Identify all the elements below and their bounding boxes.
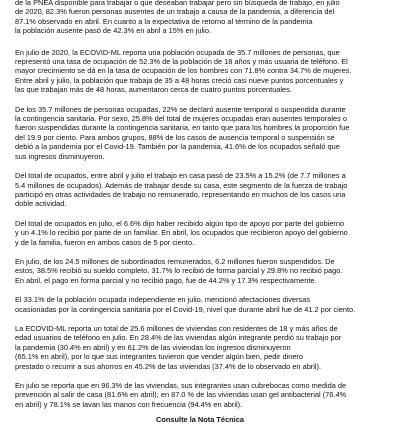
paragraph-pnea-availability: de la PNEA disponible para trabajar o que deseaban trabajar pero sin búsqueda de trabajo, en julio de 2020, 82.3% fueron personas ausentes de un trabajo a causa de la pandemia, a diferencia del 87.1% observado en abril. En cuanto a la expectativa de retorno al término de la pandemia la población ausente pasó de 42.3% en abril a 15% en julio.: [15, 0, 340, 36]
paragraph-employed-population: En julio de 2020, la ECOVID-ML reporta una población ocupada de 35.7 millones de personas, que representó una tasa de ocupación de 52.3% de la población de 18 años y más usuaria de teléfono. El mayor crecimiento se dá en la tasa de ocupación de los hombres con 71.8% contra 34.7% de mujeres. Entre abril y julio, la población que trabaja de 35 a 48 horas creció casi nueve puntos porcentuales y las que trabajan más de 48 horas, aumentaron cerca de cuatro puntos porcentuales.: [15, 47, 352, 95]
paragraph-support-received: Del total de ocupados en julio, el 6.6% dijo haber recibido algún tipo de apoyo por parte del gobierno y un 4.1% lo recibió por parte de un familiar. En abril, los ocupados que recibieron apoyo del gobierno y de la familia, fueron en ambos casos de 5 por ciento.: [15, 218, 348, 247]
paragraph-temporary-absence: De los 35.7 millones de personas ocupadas, 22% se declaró ausente temporal o suspendida durante la contingencia sanitaria. Por sexo, 25.8% del total de mujeres ocupadas eran ausentes temporales o fueron suspendidas durante la contingencia sanitaria, en tanto que para los hombres la proporción fue del 19.9 por ciento. Para ambos grupos, 88% de los casos de ausencia temporal o suspensión se debió a la pandemia por el Covid-19. También por la pandemia, 41.6% de los ocupados señaló que sus ingresos disminuyeron.: [15, 104, 350, 161]
paragraph-independent-workers: El 33.1% de la población ocupada independiente en julio, mencionó afectaciones diversas ocasionadas por la contingencia sanitaria por el Covid-19, nivel que durante abril fue de 41.2 por ciento.: [15, 295, 356, 314]
technical-note-reference: Consulte la Nota Técnica: [156, 415, 244, 425]
document-body: [15, 0, 385, 425]
paragraph-work-from-home: Del total de ocupados, entre abril y julio el trabajo en casa pasó de 23.5% a 15.2% (de 7.7 millones a 5.4 millones de ocupados). Además de trabajar desde su casa, este segmento de la fuerza de trabajo participó en otras actividades de trabajo no remunerado, representando en muchos de los casos una doble actividad.: [15, 171, 348, 209]
paragraph-households: La ECOVID-ML reporta un total de 25.6 millones de viviendas con residentes de 18 y más años de edad usuarios de teléfono en julio. En 28.4% de las viviendas algún integrante perdió su trabajo por la pandemia (30.4% en abril) y en 61.2% de las viviendas los ingresos disminuyeron (65.1% en abril), por lo que sus integrantes tuvieron que vender algún bien, pedir dinero prestado o recurrir a sus ahorros en 45.2% de las viviendas (37.4% de lo observado en abril).: [15, 323, 342, 371]
paragraph-suspended-workers: En julio, de los 24.5 millones de subordinados remunerados, 6.2 millones fueron suspendidos. De estos, 38.5% recibió su sueldo completo, 31.7% lo recibió de forma parcial y 29.8% no recibió pago. En abril, el pago en forma parcial y no recibió pago, fue de 44.2% y 17.3% respectivamente.: [15, 256, 343, 285]
paragraph-prevention-measures: En julio se reporta que en 96.3% de las viviendas, sus integrantes usan cubrebocas como medida de prevención al salir de casa (81.6% en abril); en 87.0 % de las viviendas usan gel antibacterial (76.4% en abril) y 78.1% se lavan las manos con frecuencia (94.4% en abril).: [15, 381, 347, 409]
